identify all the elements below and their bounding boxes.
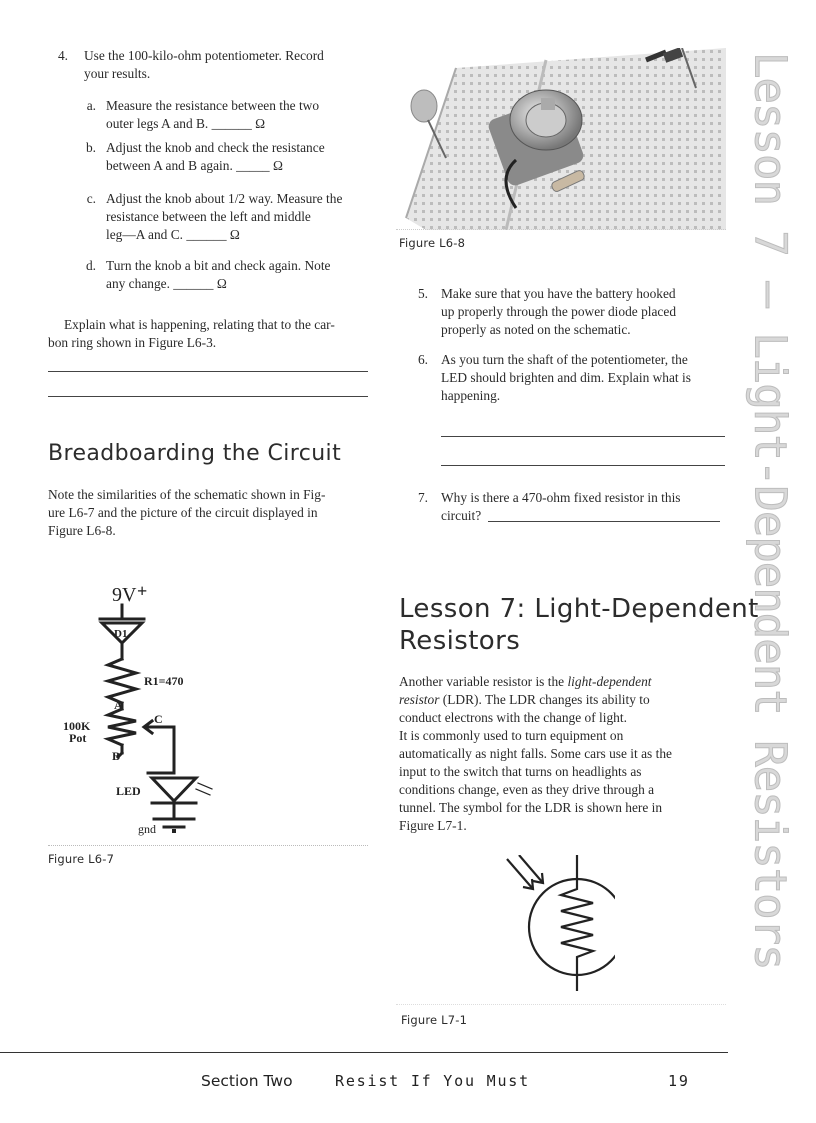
q7-line1: Why is there a 470-ohm fixed resistor in this xyxy=(441,490,681,505)
footer-section: Section Two xyxy=(201,1072,293,1090)
footer-title: Resist If You Must xyxy=(335,1072,530,1090)
q4c-letter: c. xyxy=(86,191,96,206)
schematic-a-label: A xyxy=(114,698,123,712)
q4d-line1: Turn the knob a bit and check again. Note xyxy=(106,258,331,273)
answer-line xyxy=(48,371,368,372)
q4b-line2: between A and B again. _____ Ω xyxy=(106,158,283,173)
q4d-line2: any change. ______ Ω xyxy=(106,276,227,291)
q4b-line1: Adjust the knob and check the resistance xyxy=(106,140,325,155)
bb-line1: Note the similarities of the schematic shown in Fig- xyxy=(48,487,326,502)
lesson7-heading-line2: Resistors xyxy=(399,626,521,656)
ldr-symbol xyxy=(505,855,615,995)
q4-line2: your results. xyxy=(84,66,151,81)
answer-line xyxy=(441,465,725,466)
schematic-r1-label: R1=470 xyxy=(144,674,184,688)
q7-number: 7. xyxy=(417,490,428,505)
explain-line2: bon ring shown in Figure L6-3. xyxy=(48,335,217,350)
schematic-plus: + xyxy=(137,581,148,601)
l7-line7: conditions change, even as they drive through a xyxy=(399,782,655,797)
q4-number: 4. xyxy=(57,48,68,63)
q6-number: 6. xyxy=(417,352,428,367)
answer-line xyxy=(488,521,720,522)
l7-line3: conduct electrons with the change of light. xyxy=(399,710,627,725)
q7-line2: circuit? xyxy=(441,508,482,523)
l7-line4: It is commonly used to turn equipment on xyxy=(399,728,624,743)
potentiometer xyxy=(108,709,136,745)
q4a-letter: a. xyxy=(86,98,96,113)
q5-line1: Make sure that you have the battery hooked xyxy=(441,286,676,301)
page-number: 19 xyxy=(668,1072,690,1090)
ldr-circle xyxy=(529,879,615,975)
l7-line5: automatically as night falls. Some cars use it as the xyxy=(399,746,672,761)
bb-line2: ure L6-7 and the picture of the circuit displayed in xyxy=(48,505,318,520)
schematic-led-label: LED xyxy=(116,784,141,798)
q5-line2: up properly through the power diode placed xyxy=(441,304,677,319)
figure-l6-7-caption: Figure L6-7 xyxy=(48,852,115,866)
q4d-letter: d. xyxy=(85,258,96,273)
schematic-figure xyxy=(60,575,320,840)
explain-line1: Explain what is happening, relating that to the car- xyxy=(64,317,335,332)
resistor-r1 xyxy=(108,659,136,703)
figure-divider xyxy=(48,845,368,846)
q4b-letter: b. xyxy=(85,140,96,155)
schematic-100k-label: 100K xyxy=(63,719,91,733)
schematic-b-label: B xyxy=(112,749,121,763)
lesson7-heading xyxy=(399,593,759,657)
q4c-line3: leg—A and C. ______ Ω xyxy=(106,227,240,242)
answer-line xyxy=(48,396,368,397)
schematic-c-label: C xyxy=(154,712,163,726)
q4c-line2: resistance between the left and middle xyxy=(106,209,311,224)
q4a-line2: outer legs A and B. ______ Ω xyxy=(106,116,266,131)
ldr-resistor xyxy=(561,879,593,975)
l7-line2: resistor (LDR). The LDR changes its ability to xyxy=(399,692,650,707)
q4-line1: Use the 100-kilo-ohm potentiometer. Record xyxy=(84,48,324,63)
breadboarding-heading: Breadboarding the Circuit xyxy=(48,441,342,466)
q4a-line1: Measure the resistance between the two xyxy=(106,98,320,113)
l7-line1: Another variable resistor is the light-dependent xyxy=(399,674,652,689)
footer-rule xyxy=(0,1052,728,1053)
figure-divider xyxy=(396,1004,726,1005)
schematic-pot-label: Pot xyxy=(69,731,87,745)
answer-line xyxy=(441,436,725,437)
q6-line1: As you turn the shaft of the potentiometer, the xyxy=(441,352,688,367)
figure-l7-1-caption: Figure L7-1 xyxy=(401,1013,468,1027)
l7-line8: tunnel. The symbol for the LDR is shown here in xyxy=(399,800,663,815)
q6-line2: LED should brighten and dim. Explain what is xyxy=(441,370,691,385)
schematic-d1-label: D1 xyxy=(114,628,128,640)
q4c-line1: Adjust the knob about 1/2 way. Measure the xyxy=(106,191,343,206)
q5-line3: properly as noted on the schematic. xyxy=(441,322,631,337)
schematic-9v-label: 9V xyxy=(112,584,137,606)
l7-line6: input to the switch that turns on headlights as xyxy=(399,764,642,779)
q5-number: 5. xyxy=(417,286,428,301)
schematic-gnd-label: gnd xyxy=(138,822,156,836)
led-symbol xyxy=(152,778,196,801)
figure-l6-8-caption: Figure L6-8 xyxy=(399,236,466,250)
lesson7-heading-line1: Lesson 7: Light-Dependent xyxy=(399,594,759,624)
l7-line9: Figure L7-1. xyxy=(399,818,467,833)
breadboard-photo xyxy=(396,48,726,230)
vertical-chapter-title: Lesson 7 — Light-Dependent Resistors xyxy=(744,52,796,970)
q6-line3: happening. xyxy=(441,388,501,403)
figure-divider xyxy=(396,229,726,230)
bb-line3: Figure L6-8. xyxy=(48,523,116,538)
